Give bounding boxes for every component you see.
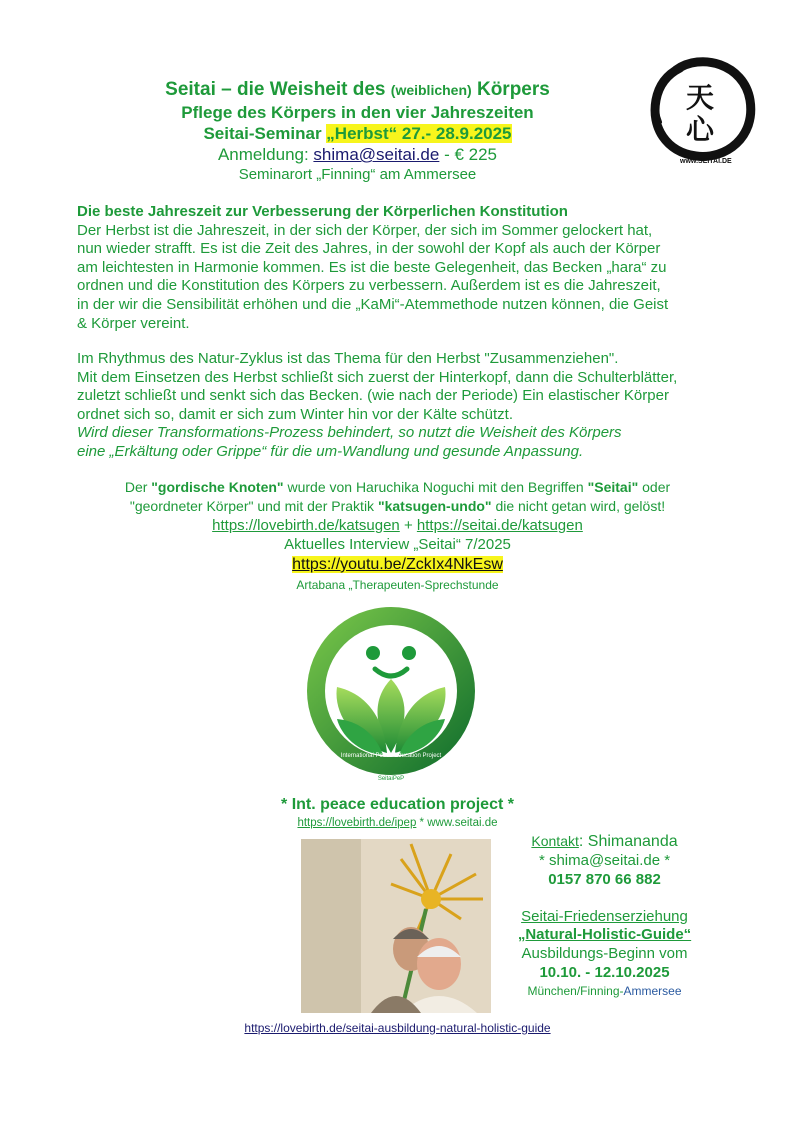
seminar-line: Seitai-Seminar „Herbst“ 27.- 28.9.2025 xyxy=(203,124,512,143)
logo-site: www.SEITAI.DE xyxy=(680,158,732,165)
rhythm-section xyxy=(77,350,757,462)
rhythm-line: ordnet sich so, damit er sich zum Winter hin vor der Kälte schützt. xyxy=(77,405,514,423)
peace-emblem xyxy=(303,603,479,785)
contact-link[interactable]: Kontakt xyxy=(531,833,579,849)
project-section xyxy=(200,795,595,832)
registration-email-link[interactable]: shima@seitai.de xyxy=(313,145,440,164)
rhythm-line: Im Rhythmus des Natur-Zyklus ist das Thema für den Herbst "Zusammenziehen". xyxy=(77,350,619,367)
training-dates: 10.10. - 12.10.2025 xyxy=(539,964,670,981)
page-subtitle: Pflege des Körpers in den vier Jahreszeiten xyxy=(181,103,534,122)
project-title: * Int. peace education project * xyxy=(281,796,514,813)
header xyxy=(100,78,615,184)
logo-kanji-top: 天 xyxy=(686,81,715,114)
training-page-link[interactable]: https://lovebirth.de/seitai-ausbildung-natural-holistic-guide xyxy=(244,1021,551,1035)
intro-section xyxy=(77,203,737,333)
program-name xyxy=(502,926,707,944)
contact-email: * shima@seitai.de * xyxy=(538,852,671,869)
intro-line: & Körper vereint. xyxy=(77,314,190,332)
emblem-ring-text: International Peace Education Project xyxy=(340,753,442,759)
intro-line: ordnen und die Konstitution des Körpers zu verbessern. Außerdem ist es die Jahreszeit, xyxy=(77,277,661,295)
knot-section xyxy=(60,478,735,595)
interview-label: Aktuelles Interview „Seitai“ 7/2025 xyxy=(284,536,511,553)
katsugen-link-seitai[interactable]: https://seitai.de/katsugen xyxy=(416,517,583,534)
page-title: Seitai – die Weisheit des (weiblichen) Körpers xyxy=(165,79,550,100)
intro-heading: Die beste Jahreszeit zur Verbesserung der Körperlichen Konstitution xyxy=(77,203,568,220)
registration-line: Anmeldung: shima@seitai.de - € 225 xyxy=(217,145,498,164)
knot-line-2: "geordneter Körper" und mit der Praktik "katsugen-undo" die nicht getan wird, gelöst! xyxy=(129,498,666,514)
seitai-logo xyxy=(646,52,756,170)
portrait-photo xyxy=(301,839,491,1013)
youtube-link[interactable]: https://youtu.be/ZckIx4NkEsw xyxy=(292,556,503,573)
ipep-link[interactable]: https://lovebirth.de/ipep xyxy=(297,817,417,829)
program-label xyxy=(502,908,707,926)
contact-phone: 0157 870 66 882 xyxy=(548,871,661,888)
portrait-photo-icon xyxy=(301,839,491,1013)
rhythm-italic-line: eine „Erkältung oder Grippe“ für die um-Wandlung und gesunde Anpassung. xyxy=(77,442,584,460)
rhythm-italic-line: Wird dieser Transformations-Prozess behindert, so nutzt die Weisheit des Körpers xyxy=(77,424,622,442)
artabana-label: Artabana „Therapeuten-Sprechstunde xyxy=(296,578,499,592)
contact-line: Kontakt: Shimananda xyxy=(531,833,678,850)
emblem-caption: SeitaiPeP xyxy=(377,776,405,782)
rhythm-line: Mit dem Einsetzen des Herbst schließt sich zuerst der Hinterkopf, dann die Schulterblätter, xyxy=(77,368,678,386)
program-link[interactable]: Seitai-Friedenserziehung xyxy=(521,908,688,925)
program-name-link[interactable]: „Natural-Holistic-Guide“ xyxy=(517,926,692,943)
youtube-row xyxy=(60,554,735,575)
intro-line: nun wieder strafft. Es ist die Zeit des Jahres, in der sowohl der Kopf als auch der Körper xyxy=(77,240,661,258)
intro-line: Der Herbst ist die Jahreszeit, in der sich der Körper, der sich im Sommer gelockert hat, xyxy=(77,221,653,239)
katsugen-link-lovebirth[interactable]: https://lovebirth.de/katsugen xyxy=(212,517,400,534)
rhythm-line: zuletzt schließt und senkt sich das Becken. (wie nach der Periode) Ein elastischer Körper xyxy=(77,387,669,405)
intro-line: am leichtesten in Harmonie kommen. Es ist die beste Gelegenheit, das Becken „hara“ zu xyxy=(77,258,667,276)
contact-section xyxy=(502,832,707,1001)
intro-line: in der wir die Sensibilität erhöhen und die „KaMi“-Atemmethode nutzen können, die Geist xyxy=(77,295,669,313)
project-links: https://lovebirth.de/ipep * www.seitai.de xyxy=(297,817,498,829)
logo-kanji-bottom: 心 xyxy=(686,113,715,146)
seminar-date-highlight: „Herbst“ 27.- 28.9.2025 xyxy=(326,124,512,143)
footer xyxy=(100,1021,695,1035)
knot-line-1: Der "gordische Knoten" wurde von Haruchika Noguchi mit den Begriffen "Seitai" oder xyxy=(124,479,671,495)
training-place: München/Finning-Ammersee xyxy=(527,984,682,998)
training-start-label: Ausbildungs-Beginn vom xyxy=(521,945,688,962)
venue: Seminarort „Finning“ am Ammersee xyxy=(238,166,477,183)
katsugen-links: https://lovebirth.de/katsugen + https://seitai.de/katsugen xyxy=(212,517,583,534)
